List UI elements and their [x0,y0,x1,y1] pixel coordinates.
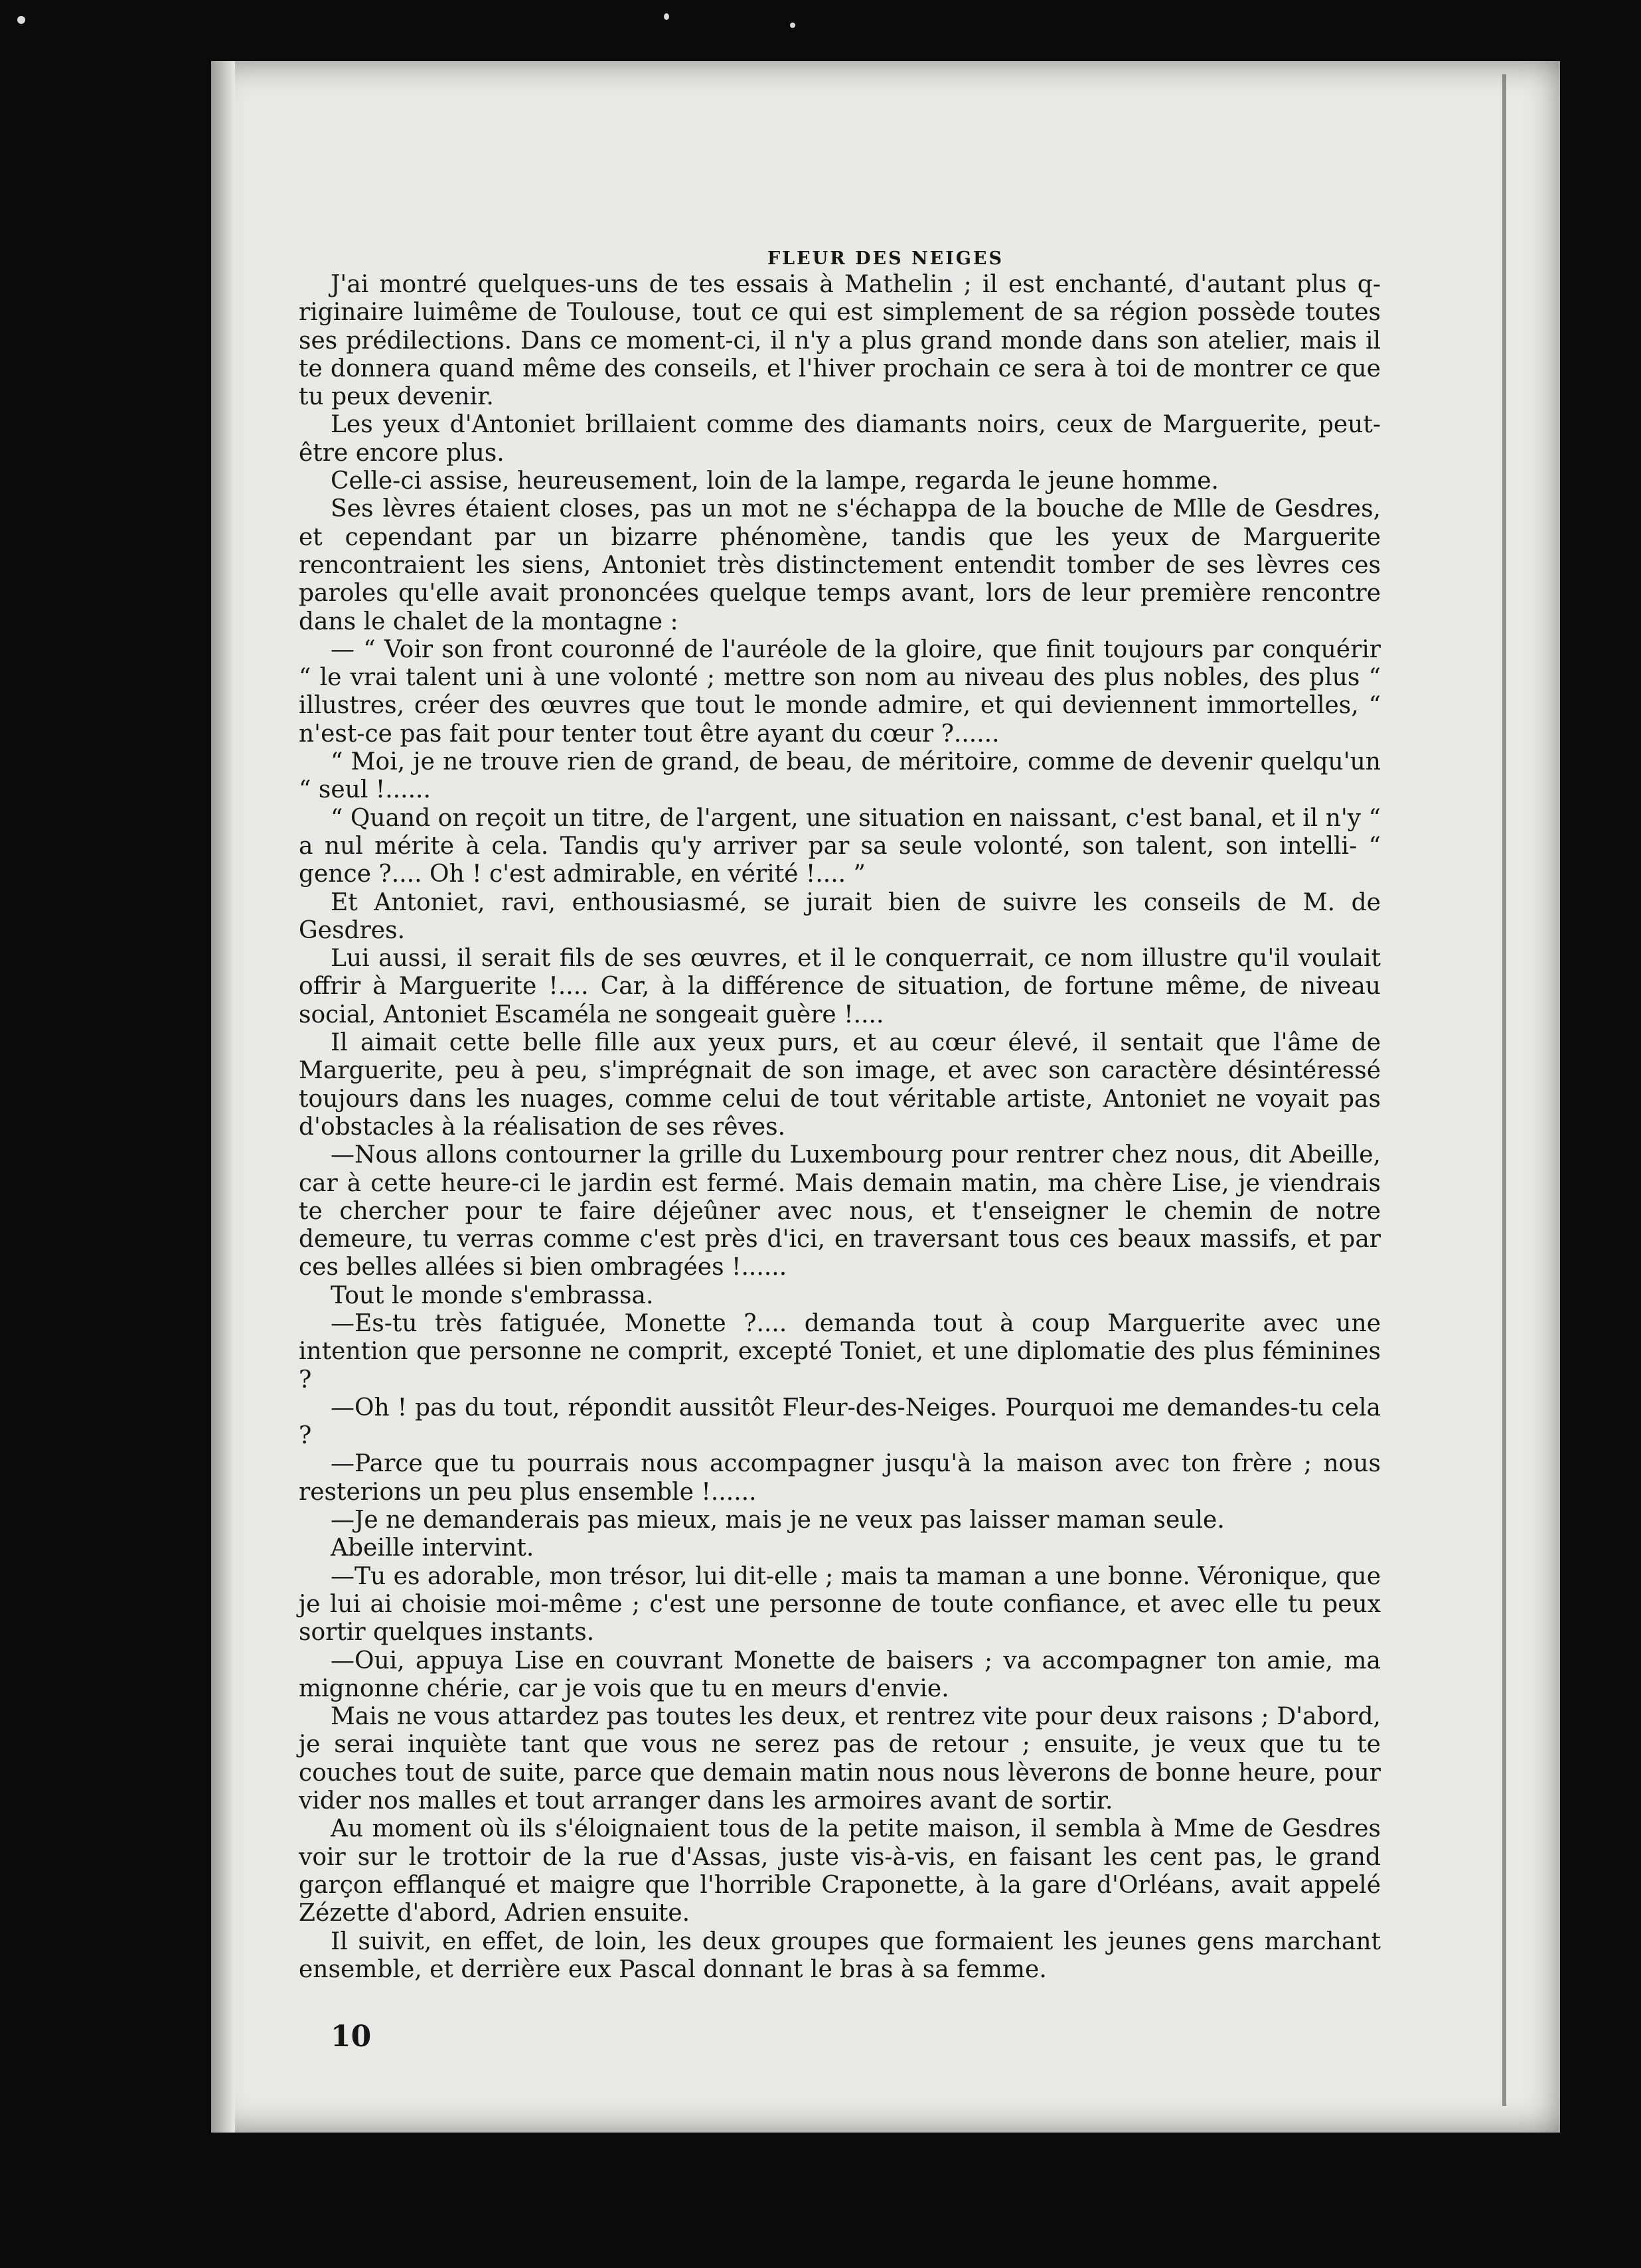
paragraph: —Parce que tu pourrais nous accompagner jusqu'à la maison avec ton frère ; nous resterions un peu plus ensemble !...... [299,1450,1381,1506]
paragraph: —Je ne demanderais pas mieux, mais je ne veux pas laisser maman seule. [331,1506,1225,1534]
running-title: FLEUR DES NEIGES [767,248,1004,269]
paragraph: Abeille intervint. [331,1534,534,1562]
paragraph: —Oui, appuya Lise en couvrant Monette de baisers ; va accompagner ton amie, ma mignonne chérie, car je vois que tu en meurs d'envie. [299,1647,1381,1702]
scan-speck [17,16,25,24]
page-number: 10 [331,2020,372,2054]
paragraph: Au moment où ils s'éloignaient tous de la petite maison, il sembla à Mme de Gesdres voir sur le trottoir de la rue d'Assas, juste vis-à-vis, en faisant les cent pas, le grand garçon efflanqué et maigre que l'horrible Craponette, à la gare d'Orléans, avait appelé Zézette d'abord, Adrien ensuite. [299,1815,1381,1927]
paragraph: —Nous allons contourner la grille du Luxembourg pour rentrer chez nous, dit Abeille, car à cette heure-ci le jardin est fermé. Mais demain matin, ma chère Lise, je viendrais te chercher pour te faire déjeûner avec nous, et t'enseigner le chemin de notre demeure, tu verras comme c'est près d'ici, en traversant tous ces beaux massifs, et par ces belles allées si bien ombragées !...... [299,1141,1381,1281]
paragraph: —Es-tu très fatiguée, Monette ?.... demanda tout à coup Marguerite avec une intention que personne ne comprit, excepté Toniet, et une diplomatie des plus féminines ? [299,1309,1381,1394]
paragraph: Il suivit, en effet, de loin, les deux groupes que formaient les jeunes gens marchant ensemble, et derrière eux Pascal donnant le bras à sa femme. [299,1927,1381,1983]
page-edge-shadow [1502,74,1506,2106]
paragraph: Tout le monde s'embrassa. [331,1281,654,1309]
paragraph: — “ Voir son front couronné de l'auréole de la gloire, que finit toujours par conquérir “ le vrai talent uni à une volonté ; mettre son nom au niveau des plus nobles, des plus “ illustres, créer des œuvres que tout le monde admire, et qui deviennent immortelles, “ n'est-ce pas fait pour tenter tout être ayant du cœur ?...... [299,635,1381,748]
paragraph: Ses lèvres étaient closes, pas un mot ne s'échappa de la bouche de Mlle de Gesdres, et cependant par un bizarre phénomène, tandis que les yeux de Marguerite rencontraient les siens, Antoniet très distinctement entendit tomber de ses lèvres ces paroles qu'elle avait prononcées quelque temps avant, lors de leur première rencontre dans le chalet de la montagne : [299,495,1381,635]
paragraph: “ Moi, je ne trouve rien de grand, de beau, de méritoire, comme de devenir quelqu'un “ seul !...... [299,748,1381,804]
scan-speck [790,23,795,28]
body-text [299,271,1381,1984]
paragraph: Mais ne vous attardez pas toutes les deux, et rentrez vite pour deux raisons ; D'abord, je serai inquiète tant que vous ne serez pas de retour ; ensuite, je veux que tu te couches tout de suite, parce que demain matin nous nous lèverons de bonne heure, pour vider nos malles et tout arranger dans les armoires avant de sortir. [299,1703,1381,1815]
paragraph: Et Antoniet, ravi, enthousiasmé, se jurait bien de suivre les conseils de M. de Gesdres. [299,888,1381,944]
paragraph: “ Quand on reçoit un titre, de l'argent, une situation en naissant, c'est banal, et il n'y “ a nul mérite à cela. Tandis qu'y arriver par sa seule volonté, son talent, son intelli- “ gence ?.... Oh ! c'est admirable, en vérité !.... ” [299,804,1381,888]
paragraph: Les yeux d'Antoniet brillaient comme des diamants noirs, ceux de Marguerite, peut-être encore plus. [299,411,1381,467]
paragraph: J'ai montré quelques-uns de tes essais à Mathelin ; il est enchanté, d'autant plus q- riginaire luimême de Toulouse, tout ce qui est simplement de sa région possède toutes ses prédilections. Dans ce moment-ci, il n'y a plus grand monde dans son atelier, mais il te donnera quand même des conseils, et l'hiver prochain ce sera à toi de montrer ce que tu peux devenir. [299,271,1381,411]
paragraph: Lui aussi, il serait fils de ses œuvres, et il le conquerrait, ce nom illustre qu'il voulait offrir à Marguerite !.... Car, à la différence de situation, de fortune même, de niveau social, Antoniet Escaméla ne songeait guère !.... [299,945,1381,1028]
scan-speck [664,13,669,20]
paragraph: Celle-ci assise, heureusement, loin de la lampe, regarda le jeune homme. [331,467,1219,495]
paragraph: Il aimait cette belle fille aux yeux purs, et au cœur élevé, il sentait que l'âme de Marguerite, peu à peu, s'imprégnait de son image, et avec son caractère désintéressé toujours dans les nuages, comme celui de tout véritable artiste, Antoniet ne voyait pas d'obstacles à la réalisation de ses rêves. [299,1029,1381,1141]
scanned-page [211,61,1560,2133]
paragraph: —Tu es adorable, mon trésor, lui dit-elle ; mais ta maman a une bonne. Véronique, que je lui ai choisie moi-même ; c'est une personne de toute confiance, et avec elle tu peux sortir quelques instants. [299,1562,1381,1647]
paragraph: —Oh ! pas du tout, répondit aussitôt Fleur-des-Neiges. Pourquoi me demandes-tu cela ? [299,1394,1381,1450]
